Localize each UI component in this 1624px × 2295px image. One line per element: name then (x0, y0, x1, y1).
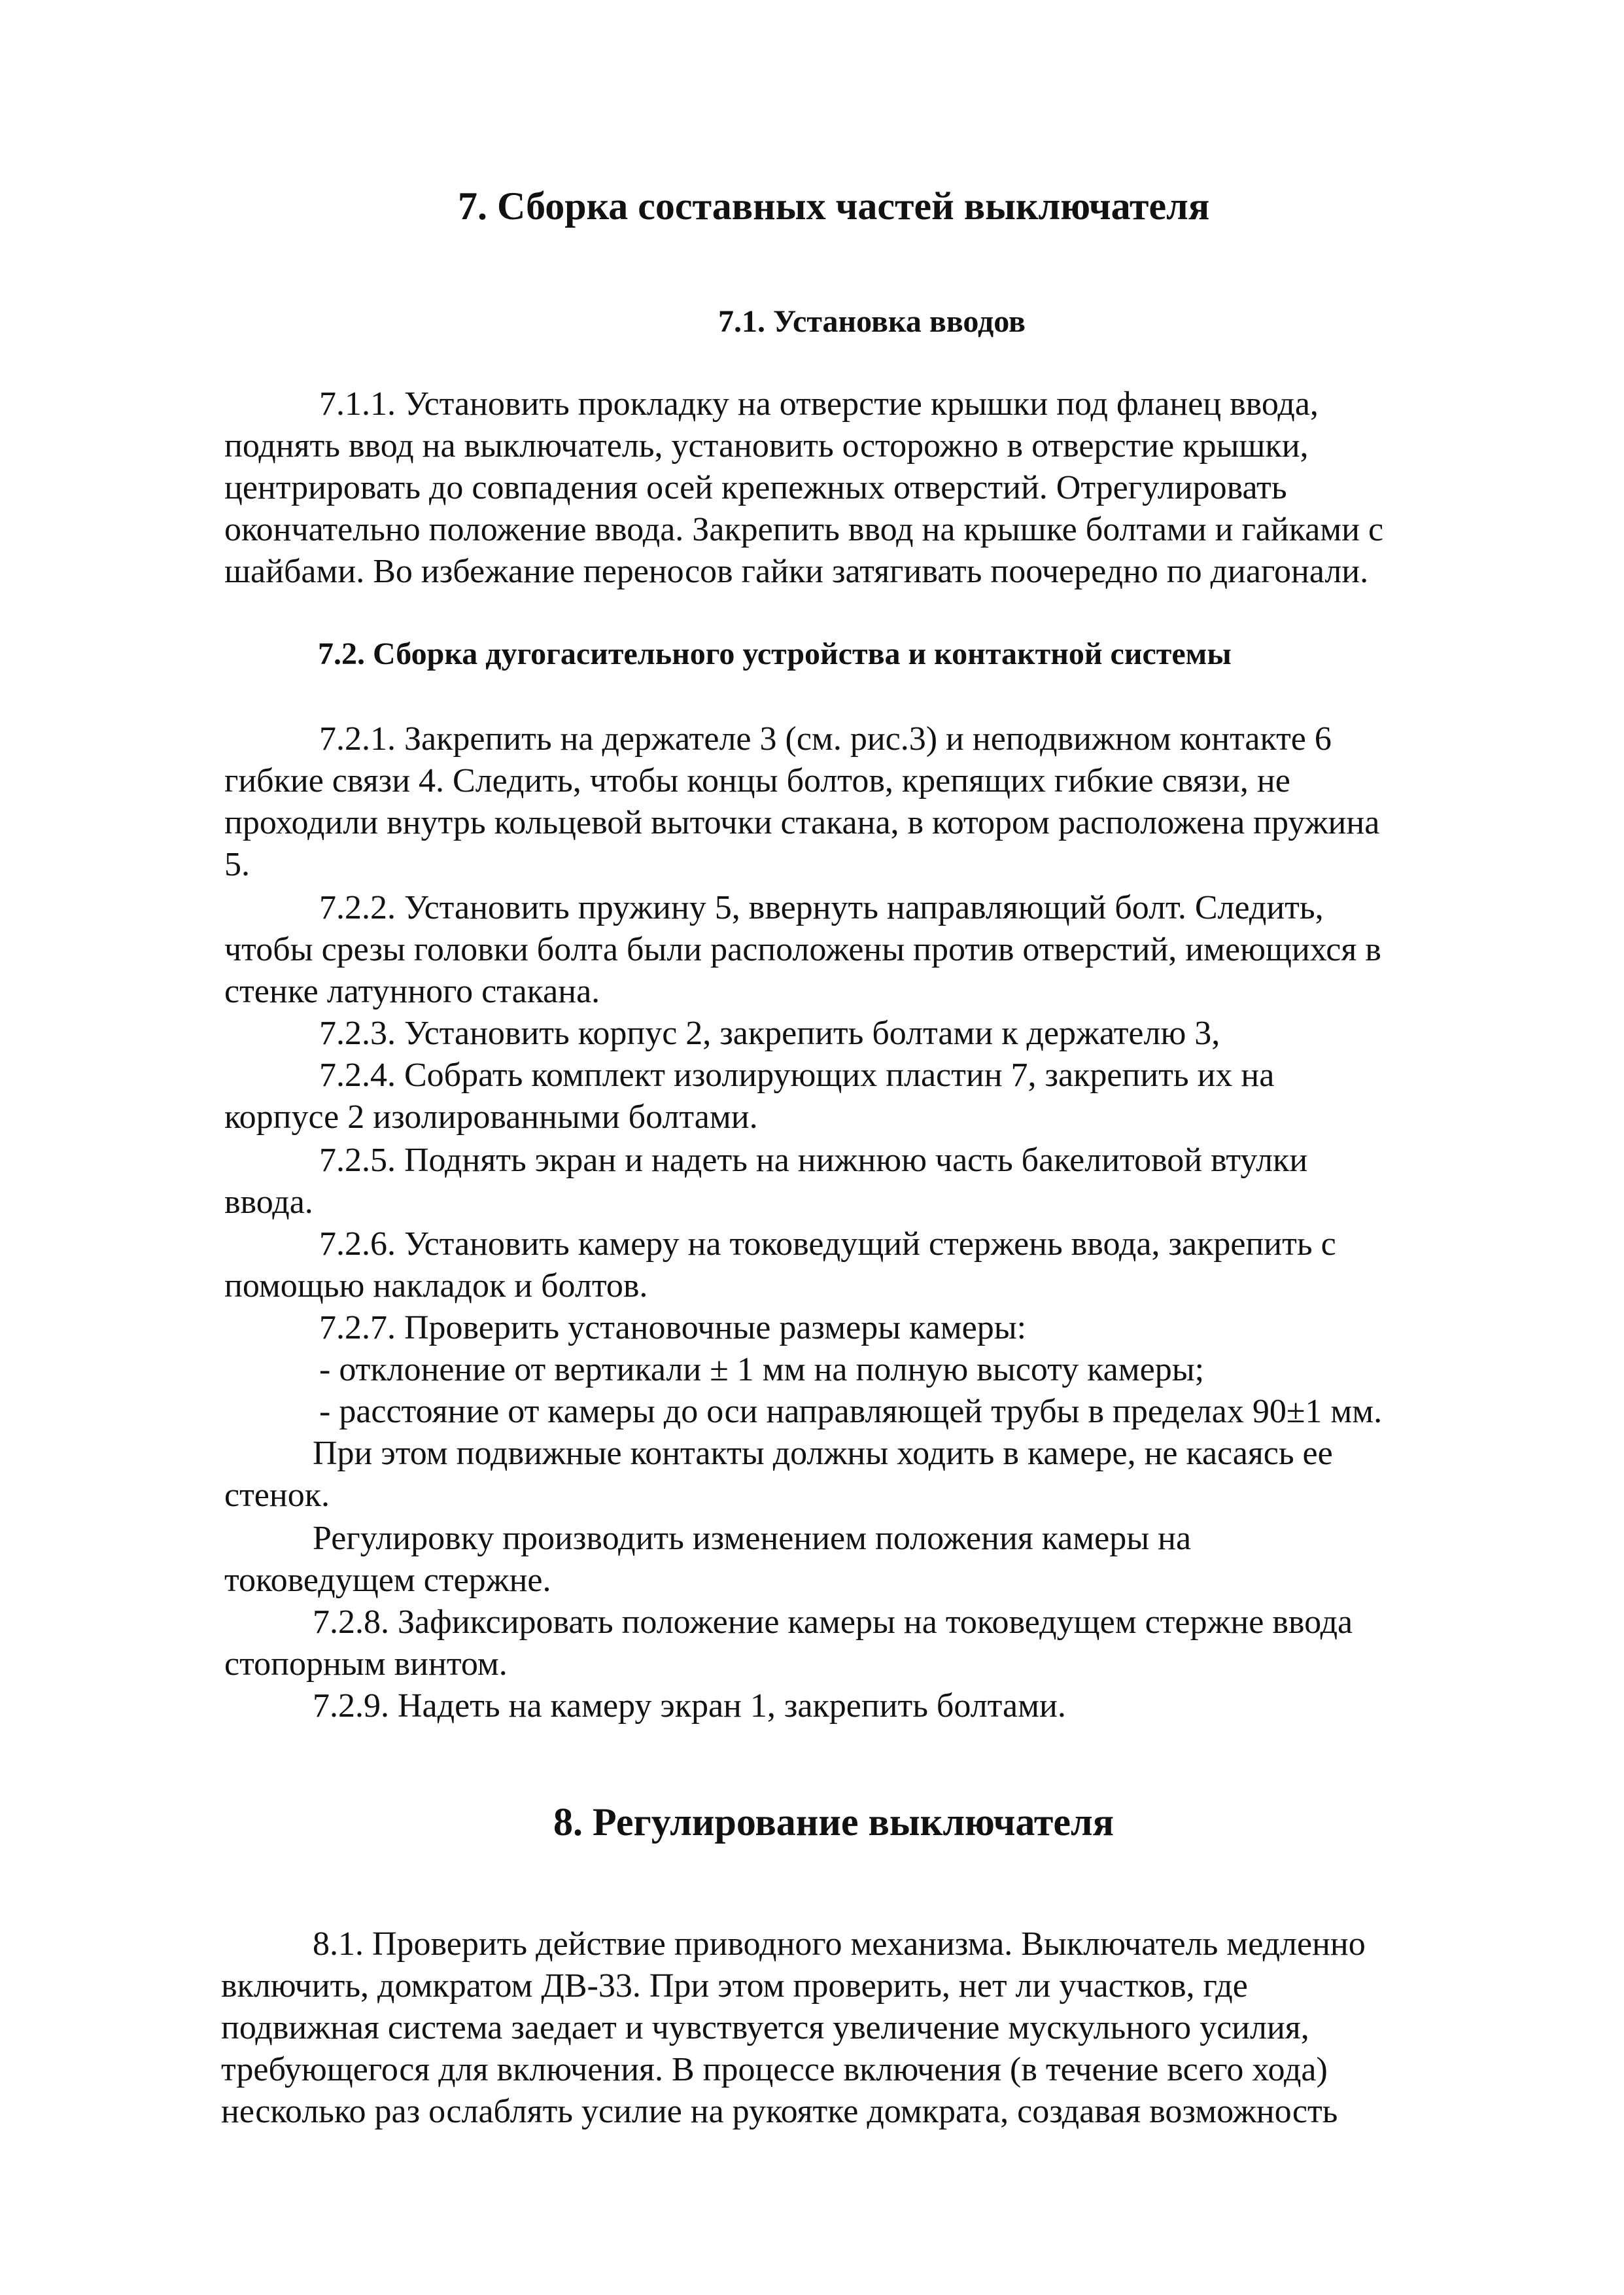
paragraph-line: центрировать до совпадения осей крепежных отверстий. Отрегулировать (224, 469, 1287, 506)
paragraph-line: - отклонение от вертикали ± 1 мм на полную высоту камеры; (319, 1351, 1205, 1388)
paragraph-line: чтобы срезы головки болта были расположены против отверстий, имеющихся в (224, 931, 1381, 968)
paragraph-line: 7.1.1. Установить прокладку на отверстие крышки под фланец ввода, (319, 385, 1319, 423)
section-8-title: 8. Регулирование выключателя (553, 1800, 1114, 1844)
paragraph-line: токоведущем стержне. (224, 1562, 551, 1599)
paragraph-line: 7.2.2. Установить пружину 5, ввернуть направляющий болт. Следить, (319, 889, 1324, 926)
paragraph-line: окончательно положение ввода. Закрепить ввод на крышке болтами и гайками с (224, 511, 1384, 548)
paragraph-line: корпусе 2 изолированными болтами. (224, 1098, 758, 1136)
paragraph-line: 8.1. Проверить действие приводного механизма. Выключатель медленно (313, 1925, 1366, 1963)
paragraph-line: 7.2.6. Установить камеру на токоведущий стержень ввода, закрепить с (319, 1225, 1336, 1263)
paragraph-line: шайбами. Во избежание переносов гайки затягивать поочередно по диагонали. (224, 553, 1369, 590)
paragraph-line: поднять ввод на выключатель, установить осторожно в отверстие крышки, (224, 427, 1309, 464)
paragraph-line: 7.2.1. Закрепить на держателе 3 (см. рис.3) и неподвижном контакте 6 (319, 720, 1332, 758)
section-7-title: 7. Сборка составных частей выключателя (458, 184, 1210, 228)
paragraph-line: 7.2.4. Собрать комплект изолирующих пластин 7, закрепить их на (319, 1057, 1275, 1094)
paragraph-line: ввода. (224, 1183, 313, 1221)
paragraph-line: 7.2.9. Надеть на камеру экран 1, закрепить болтами. (313, 1687, 1066, 1725)
paragraph-line: помощью накладок и болтов. (224, 1267, 648, 1305)
paragraph-line: несколько раз ослаблять усилие на рукоятке домкрата, создавая возможность (221, 2093, 1338, 2130)
paragraph-line: 7.2.5. Поднять экран и надеть на нижнюю часть бакелитовой втулки (319, 1142, 1308, 1179)
paragraph-line: 7.2.7. Проверить установочные размеры камеры: (319, 1309, 1027, 1346)
paragraph-line: 7.2.8. Зафиксировать положение камеры на токоведущем стержне ввода (313, 1603, 1353, 1641)
paragraph-line: - расстояние от камеры до оси направляющей трубы в пределах 90±1 мм. (319, 1393, 1383, 1430)
paragraph-line: 7.2.3. Установить корпус 2, закрепить болтами к держателю 3, (319, 1015, 1220, 1052)
paragraph-line: требующегося для включения. В процессе включения (в течение всего хода) (221, 2051, 1328, 2088)
paragraph-line: стенке латунного стакана. (224, 973, 600, 1010)
paragraph-line: стопорным винтом. (224, 1645, 508, 1683)
paragraph-line: включить, домкратом ДВ-33. При этом проверить, нет ли участков, где (221, 1967, 1248, 2005)
section-7-2-title: 7.2. Сборка дугогасительного устройства и контактной системы (318, 637, 1232, 671)
paragraph-line: проходили внутрь кольцевой выточки стакана, в котором расположена пружина (224, 804, 1380, 841)
paragraph-line: При этом подвижные контакты должны ходить в камере, не касаясь ее (313, 1435, 1333, 1472)
section-7-1-title: 7.1. Установка вводов (718, 304, 1026, 339)
paragraph-line: 5. (224, 846, 250, 883)
paragraph-line: Регулировку производить изменением положения камеры на (313, 1520, 1192, 1557)
paragraph-line: подвижная система заедает и чувствуется увеличение мускульного усилия, (221, 2009, 1309, 2046)
paragraph-line: стенок. (224, 1477, 330, 1514)
paragraph-line: гибкие связи 4. Следить, чтобы концы болтов, крепящих гибкие связи, не (224, 762, 1290, 799)
